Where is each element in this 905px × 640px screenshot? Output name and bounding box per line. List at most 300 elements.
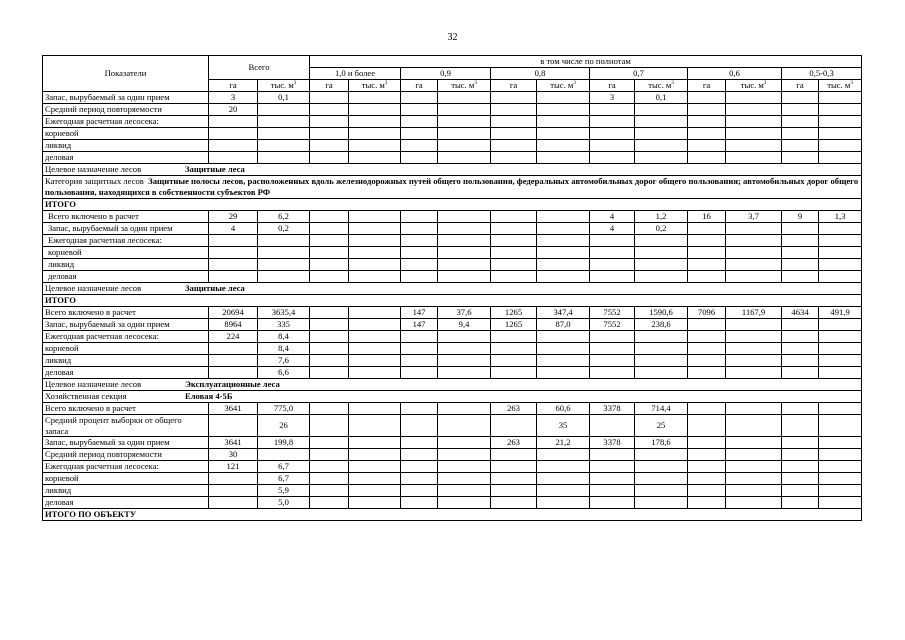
row-value: 6,6 (258, 367, 310, 379)
row-value: 87,0 (537, 319, 590, 331)
row-value: 147 (401, 307, 438, 319)
row-value (635, 485, 688, 497)
row-label: деловая (43, 152, 209, 164)
row-value (726, 473, 782, 485)
row-value (349, 497, 401, 509)
row-value (349, 343, 401, 355)
unit-volume (349, 80, 401, 92)
row-value (491, 367, 537, 379)
row-value (438, 437, 491, 449)
row-value (782, 497, 819, 509)
row-label: деловая (43, 271, 209, 283)
row-value (537, 116, 590, 128)
density-group: 0,7 (590, 68, 688, 80)
unit-volume-superscript: 3 (293, 81, 297, 87)
row-value (349, 437, 401, 449)
row-value (438, 271, 491, 283)
row-value (819, 152, 862, 164)
row-value (310, 343, 349, 355)
row-value: 263 (491, 437, 537, 449)
row-value (310, 485, 349, 497)
row-value (401, 92, 438, 104)
row-value (537, 259, 590, 271)
row-value (349, 92, 401, 104)
table-row (43, 116, 862, 128)
row-value (310, 223, 349, 235)
row-value: 1590,6 (635, 307, 688, 319)
row-value (726, 415, 782, 437)
row-value (491, 485, 537, 497)
unit-volume-superscript: 3 (474, 81, 477, 87)
row-label: ликвид (43, 485, 209, 497)
row-value (537, 485, 590, 497)
table-row (43, 247, 862, 259)
row-value (635, 449, 688, 461)
row-value (209, 116, 258, 128)
row-value (819, 223, 862, 235)
row-value (819, 247, 862, 259)
row-value (401, 437, 438, 449)
row-value (688, 152, 726, 164)
row-value (401, 331, 438, 343)
row-value (349, 415, 401, 437)
row-value: 26 (258, 415, 310, 437)
row-value: 714,4 (635, 403, 688, 415)
row-label: ликвид (43, 259, 209, 271)
row-value (491, 152, 537, 164)
row-value (349, 485, 401, 497)
section-row (43, 199, 862, 211)
row-value (209, 485, 258, 497)
row-value (635, 343, 688, 355)
row-value (688, 403, 726, 415)
row-value (688, 223, 726, 235)
row-value: 3378 (590, 437, 635, 449)
row-value (209, 259, 258, 271)
row-label: корневой (43, 128, 209, 140)
unit-ha: га (491, 80, 537, 92)
header-total: Всего (209, 56, 310, 80)
row-value (401, 247, 438, 259)
table-row (43, 485, 862, 497)
row-value (688, 473, 726, 485)
row-value: 4 (209, 223, 258, 235)
row-value (688, 485, 726, 497)
row-label: Средний период повторяемости (43, 104, 209, 116)
row-value: 20694 (209, 307, 258, 319)
unit-volume-superscript: 3 (671, 81, 674, 87)
row-value (310, 367, 349, 379)
row-value (726, 485, 782, 497)
unit-ha: га (782, 80, 819, 92)
row-value (401, 485, 438, 497)
unit-volume-superscript: 3 (573, 81, 576, 87)
unit-volume-text: тыс. м (451, 80, 475, 90)
row-value (726, 271, 782, 283)
row-value (537, 473, 590, 485)
row-value (401, 367, 438, 379)
row-value (537, 331, 590, 343)
row-value (258, 271, 310, 283)
table-row (43, 473, 862, 485)
row-value (819, 271, 862, 283)
row-value (401, 497, 438, 509)
row-value: 1,3 (819, 211, 862, 223)
row-value (438, 485, 491, 497)
unit-volume-superscript: 3 (763, 81, 767, 87)
row-value (491, 259, 537, 271)
row-value (537, 355, 590, 367)
row-value (349, 307, 401, 319)
row-value: 0,1 (635, 92, 688, 104)
row-value (349, 104, 401, 116)
row-value (726, 128, 782, 140)
table-row (43, 403, 862, 415)
unit-volume-text: тыс. м (648, 80, 672, 90)
row-label: Запас, вырубаемый за один прием (43, 223, 209, 235)
row-value (726, 104, 782, 116)
row-value: 5,9 (258, 485, 310, 497)
row-label: Всего включено в расчет (43, 403, 209, 415)
row-value (590, 140, 635, 152)
unit-volume-text: тыс. м (550, 80, 574, 90)
row-value (726, 461, 782, 473)
row-value (635, 247, 688, 259)
row-value (688, 319, 726, 331)
purpose-label: Целевое назначение лесов (45, 164, 142, 174)
row-value (209, 367, 258, 379)
row-value (491, 211, 537, 223)
row-value (209, 271, 258, 283)
row-value (688, 461, 726, 473)
row-value (782, 104, 819, 116)
row-value (782, 116, 819, 128)
row-value (782, 485, 819, 497)
row-value (401, 343, 438, 355)
row-value (726, 223, 782, 235)
row-value (819, 355, 862, 367)
purpose-value: Защитные леса (185, 164, 245, 174)
row-value (310, 449, 349, 461)
row-value: 4 (590, 223, 635, 235)
row-value: 0,2 (635, 223, 688, 235)
row-label: Ежегодная расчетная лесосека: (43, 331, 209, 343)
row-value (782, 461, 819, 473)
row-value (590, 152, 635, 164)
row-value (537, 128, 590, 140)
row-value (401, 271, 438, 283)
density-group: 0,8 (491, 68, 590, 80)
row-value (209, 473, 258, 485)
unit-volume-superscript: 3 (850, 81, 853, 87)
row-value (726, 235, 782, 247)
table-row (43, 307, 862, 319)
row-value (819, 319, 862, 331)
row-value: 37,6 (438, 307, 491, 319)
table-row (43, 449, 862, 461)
row-value (537, 497, 590, 509)
table-row (43, 331, 862, 343)
itogo-label: ИТОГО (45, 295, 76, 305)
row-label: Всего включено в расчет (43, 211, 209, 223)
row-value (401, 211, 438, 223)
unit-ha: га (590, 80, 635, 92)
unit-ha: га (310, 80, 349, 92)
page-number: 32 (447, 32, 458, 43)
row-value (782, 473, 819, 485)
row-value (726, 152, 782, 164)
row-value (438, 128, 491, 140)
row-value (310, 247, 349, 259)
row-value: 7552 (590, 307, 635, 319)
density-group: 0,6 (688, 68, 782, 80)
row-value: 4634 (782, 307, 819, 319)
row-label: Запас, вырубаемый за один прием (43, 437, 209, 449)
row-value: 30 (209, 449, 258, 461)
row-value (688, 92, 726, 104)
row-value (537, 92, 590, 104)
row-value: 7552 (590, 319, 635, 331)
row-label: корневой (43, 343, 209, 355)
row-label: корневой (43, 473, 209, 485)
row-value (590, 128, 635, 140)
row-value (537, 104, 590, 116)
row-value (782, 343, 819, 355)
row-value (310, 92, 349, 104)
row-value (401, 128, 438, 140)
row-value (438, 497, 491, 509)
row-value: 263 (491, 403, 537, 415)
row-value: 121 (209, 461, 258, 473)
row-value (819, 331, 862, 343)
unit-volume-text: тыс. м (361, 80, 385, 90)
row-value (726, 247, 782, 259)
row-value (209, 235, 258, 247)
row-value (635, 355, 688, 367)
row-value: 6,7 (258, 473, 310, 485)
row-value: 0,2 (258, 223, 310, 235)
row-value (438, 449, 491, 461)
row-value: 3635,4 (258, 307, 310, 319)
row-value (782, 415, 819, 437)
row-value (401, 116, 438, 128)
row-value (726, 437, 782, 449)
row-value (819, 403, 862, 415)
unit-volume-superscript: 3 (384, 81, 388, 87)
unit-volume (258, 80, 310, 92)
row-value (258, 116, 310, 128)
row-value (349, 271, 401, 283)
row-value: 7,6 (258, 355, 310, 367)
row-value (635, 271, 688, 283)
row-value (491, 331, 537, 343)
row-value (590, 497, 635, 509)
row-value (438, 343, 491, 355)
row-value (401, 473, 438, 485)
row-value (438, 211, 491, 223)
row-value (209, 415, 258, 437)
row-value (635, 104, 688, 116)
row-value (537, 449, 590, 461)
row-value (782, 271, 819, 283)
itogo-label: ИТОГО (45, 199, 76, 209)
row-value (688, 449, 726, 461)
row-value (438, 259, 491, 271)
row-value (819, 473, 862, 485)
purpose-value: Защитные леса (185, 283, 245, 293)
row-label: Средний процент выборки от общего запаса (43, 415, 209, 437)
row-value (310, 140, 349, 152)
row-value: 60,6 (537, 403, 590, 415)
row-value (537, 223, 590, 235)
section-row (43, 283, 862, 295)
row-value (491, 140, 537, 152)
section-row (43, 176, 862, 199)
row-value (438, 140, 491, 152)
unit-volume (537, 80, 590, 92)
section-cell (43, 164, 862, 176)
row-value: 6,7 (258, 461, 310, 473)
row-value (209, 343, 258, 355)
row-value (590, 116, 635, 128)
row-value: 20 (209, 104, 258, 116)
row-value (438, 331, 491, 343)
row-value (491, 415, 537, 437)
row-value (590, 461, 635, 473)
row-value (310, 497, 349, 509)
table-row (43, 152, 862, 164)
row-value (782, 235, 819, 247)
row-value (726, 259, 782, 271)
row-value (258, 449, 310, 461)
row-value (349, 223, 401, 235)
row-value (819, 415, 862, 437)
row-value: 7096 (688, 307, 726, 319)
row-value (635, 461, 688, 473)
row-value (819, 235, 862, 247)
row-value (726, 449, 782, 461)
row-value (537, 271, 590, 283)
category-label: Категория защитных лесов (45, 176, 144, 186)
table-row (43, 128, 862, 140)
section-cell (43, 391, 862, 403)
row-value (209, 355, 258, 367)
row-value (438, 355, 491, 367)
row-value (401, 461, 438, 473)
row-value (438, 247, 491, 259)
row-value (819, 343, 862, 355)
row-value (349, 331, 401, 343)
row-value (310, 415, 349, 437)
row-value (819, 92, 862, 104)
row-value (349, 211, 401, 223)
row-value (537, 211, 590, 223)
row-value (209, 247, 258, 259)
row-value: 8964 (209, 319, 258, 331)
row-value (688, 497, 726, 509)
row-value (590, 367, 635, 379)
row-value (349, 247, 401, 259)
row-value (635, 116, 688, 128)
row-value (635, 497, 688, 509)
row-value (819, 128, 862, 140)
row-value: 3641 (209, 437, 258, 449)
row-value (310, 211, 349, 223)
row-value (688, 104, 726, 116)
row-value (258, 104, 310, 116)
row-value (401, 152, 438, 164)
row-value (491, 223, 537, 235)
row-value (782, 437, 819, 449)
row-value: 0,1 (258, 92, 310, 104)
row-value (310, 403, 349, 415)
row-value (258, 259, 310, 271)
row-value (635, 473, 688, 485)
row-value (438, 116, 491, 128)
row-value (491, 92, 537, 104)
row-value (401, 104, 438, 116)
row-value (491, 104, 537, 116)
row-value: 491,9 (819, 307, 862, 319)
density-group: 0,5-0,3 (782, 68, 862, 80)
row-value (209, 152, 258, 164)
row-value (349, 449, 401, 461)
section-row (43, 509, 862, 521)
row-value (310, 259, 349, 271)
row-value (491, 247, 537, 259)
row-value: 224 (209, 331, 258, 343)
row-value (438, 403, 491, 415)
row-value: 5,0 (258, 497, 310, 509)
row-value (590, 355, 635, 367)
row-label: Ежегодная расчетная лесосека: (43, 235, 209, 247)
row-value (726, 355, 782, 367)
row-value (688, 331, 726, 343)
row-label: Запас, вырубаемый за один прием (43, 319, 209, 331)
row-value: 3,7 (726, 211, 782, 223)
row-value: 8,4 (258, 331, 310, 343)
row-value (635, 259, 688, 271)
row-value (782, 92, 819, 104)
row-value (688, 140, 726, 152)
section-cell (43, 295, 862, 307)
header-indicators: Показатели (43, 56, 209, 92)
row-value (726, 92, 782, 104)
row-value (590, 235, 635, 247)
row-value (782, 367, 819, 379)
row-value: 35 (537, 415, 590, 437)
row-value (491, 128, 537, 140)
row-value: 21,2 (537, 437, 590, 449)
row-value (349, 152, 401, 164)
row-value (537, 235, 590, 247)
calculation-table (42, 55, 862, 521)
row-value (491, 473, 537, 485)
row-label: ликвид (43, 355, 209, 367)
row-value (537, 152, 590, 164)
row-value (310, 307, 349, 319)
row-value (438, 415, 491, 437)
row-value (819, 485, 862, 497)
row-value (438, 92, 491, 104)
row-value (819, 497, 862, 509)
row-label: Всего включено в расчет (43, 307, 209, 319)
row-value (537, 461, 590, 473)
row-value (491, 355, 537, 367)
row-value (819, 104, 862, 116)
row-value (726, 319, 782, 331)
row-value (401, 355, 438, 367)
